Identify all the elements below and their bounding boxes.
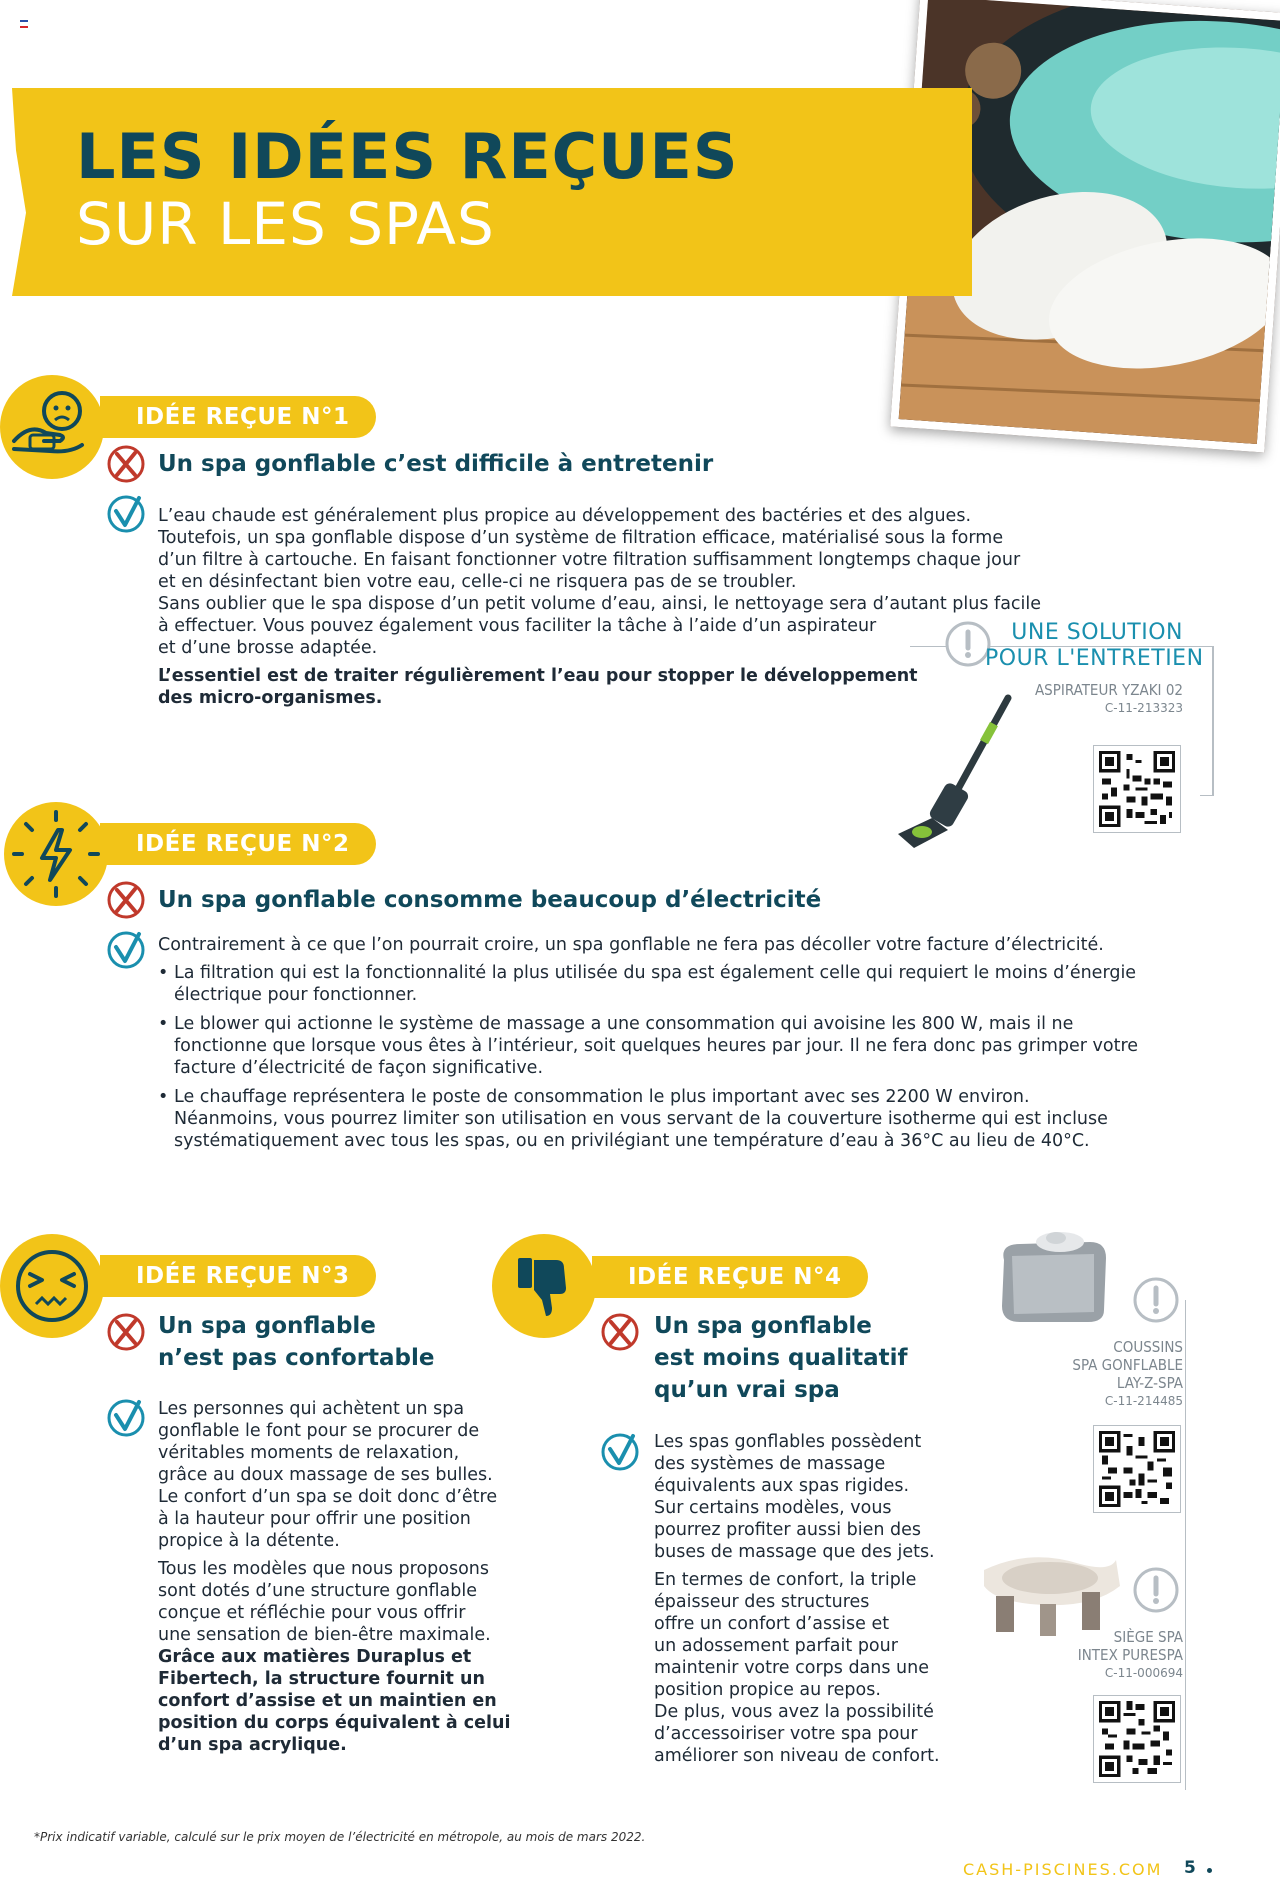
idea1-tag: IDÉE REÇUE N°1: [100, 396, 376, 438]
bullet-line: Néanmoins, vous pourrez limiter son utilisation en vous servant de la couverture isotherme qui est incluse: [174, 1109, 1108, 1129]
wrong-cross-icon: [106, 444, 146, 484]
idea4-line: épaisseur des structures: [654, 1592, 870, 1612]
idea3-body: [158, 1398, 511, 1756]
idea1-claim: Un spa gonflable c’est difficile à entretenir: [158, 451, 714, 477]
idea4-line: d’accessoiriser votre spa pour: [654, 1724, 918, 1744]
product-name-siege: INTEX PURESPA: [1077, 1646, 1183, 1664]
idea2-intro: Contrairement à ce que l’on pourrait croire, un spa gonflable ne fera pas décoller votre facture d’électricité.: [158, 935, 1104, 955]
idea4-claim-line2: est moins qualitatif: [654, 1345, 908, 1371]
idea3-line: gonflable le font pour se procurer de: [158, 1421, 480, 1441]
idea1-line: et en désinfectant bien votre eau, celle-ci ne risquera pas de se troubler.: [158, 572, 797, 592]
thumbs-down-icon: [492, 1234, 596, 1338]
footnote: *Prix indicatif variable, calculé sur le prix moyen de l’électricité en métropole, au mois de mars 2022.: [34, 1830, 646, 1844]
idea3-line: à la hauteur pour offrir une position: [158, 1509, 471, 1529]
product-name-aspirateur: ASPIRATEUR YZAKI 02: [1034, 681, 1183, 699]
idea4-line: offre un confort d’assise et: [654, 1614, 890, 1634]
wrong-cross-icon: [600, 1312, 640, 1352]
spa-pillow-image: [990, 1230, 1120, 1330]
idea2-bullet: • La filtration qui est la fonctionnalité la plus utilisée du spa est également celle qui requiert le moins d’énergie électrique pour fonctionner.: [158, 963, 1137, 1005]
idea3-line: Tous les modèles que nous proposons: [158, 1559, 490, 1579]
solution-title-line1: UNE SOLUTION: [1011, 620, 1183, 645]
idea4-line: Sur certains modèles, vous: [654, 1498, 892, 1518]
idea4-line: maintenir votre corps dans une: [654, 1658, 929, 1678]
product-ref-coussins: C-11-214485: [1104, 1394, 1183, 1408]
idea1-line: d’un filtre à cartouche. En faisant fonctionner votre filtration suffisamment longtemps chaque jour: [158, 550, 1021, 570]
idea1-line: à effectuer. Vous pouvez également vous faciliter la tâche à l’aide d’un aspirateur: [158, 616, 877, 636]
idea3-line: Les personnes qui achètent un spa: [158, 1399, 465, 1419]
idea2-icon-circle: [4, 802, 108, 906]
idea4-line: un adossement parfait pour: [654, 1636, 898, 1656]
exclamation-icon: [1132, 1566, 1180, 1614]
idea1-line: et d’une brosse adaptée.: [158, 638, 378, 658]
check-icon: [600, 1432, 640, 1472]
idea1-body: [158, 505, 1041, 709]
idea2-bullet: • Le blower qui actionne le système de massage a une consommation qui avoisine les 800 W, mais il ne fonctionne que lorsque vous êtes à l’intérieur, soit quelques heures par jour. Il ne fera donc pas grimper votre facture d’électricité de façon significative.: [158, 1014, 1139, 1078]
qr-code-aspirateur[interactable]: [1093, 745, 1181, 833]
idea1-bold-line: des micro-organismes.: [158, 688, 383, 708]
idea3-line: Le confort d’un spa se doit donc d’être: [158, 1487, 498, 1507]
uncomfortable-face-icon: [0, 1234, 104, 1338]
idea4-line: des systèmes de massage: [654, 1454, 886, 1474]
idea2-tag: IDÉE REÇUE N°2: [100, 823, 376, 865]
idea2-bullet: • Le chauffage représentera le poste de consommation le plus important avec ses 2200 W environ. Néanmoins, vous pourrez limiter son utilisation en vous servant de la couverture isotherme qui est incluse systématiquement avec tous les spas, ou en privilégiant une température d’eau à 36°C au lieu de 40°C.: [158, 1087, 1108, 1151]
bullet-line: électrique pour fonctionner.: [174, 985, 418, 1005]
stressed-face-icon: [0, 375, 104, 479]
qr-code-icon: [1099, 751, 1175, 827]
idea2-claim: Un spa gonflable consomme beaucoup d’électricité: [158, 887, 822, 913]
qr-code-icon: [1099, 1431, 1175, 1507]
idea4-line: De plus, vous avez la possibilité: [654, 1702, 934, 1722]
page-number: 5: [1184, 1858, 1196, 1878]
idea1-icon-circle: [0, 375, 104, 479]
idea3-bold-line: Fibertech, la structure fournit un: [158, 1669, 485, 1689]
product-name-coussins: SPA GONFLABLE: [1072, 1356, 1183, 1374]
idea3-icon-circle: [0, 1234, 104, 1338]
idea3-bold-line: position du corps équivalent à celui: [158, 1713, 511, 1733]
idea4-tag: IDÉE REÇUE N°4: [592, 1256, 868, 1298]
idea4-body: [654, 1431, 940, 1767]
bullet-line: facture d’électricité de façon significative.: [174, 1058, 544, 1078]
product-name-coussins: COUSSINS: [1113, 1338, 1183, 1356]
lightning-icon: [4, 802, 108, 906]
idea3-line: véritables moments de relaxation,: [158, 1443, 460, 1463]
idea3-line: une sensation de bien-être maximale.: [158, 1625, 491, 1645]
check-icon: [106, 494, 146, 534]
product-ref-siege: C-11-000694: [1104, 1666, 1183, 1680]
idea3-line: conçue et réfléchie pour vous offrir: [158, 1603, 466, 1623]
idea3-tag: IDÉE REÇUE N°3: [100, 1255, 376, 1297]
idea3-bold-line: d’un spa acrylique.: [158, 1735, 347, 1755]
pool-vacuum-image: [890, 690, 1020, 850]
idea4-claim-line1: Un spa gonflable: [654, 1313, 872, 1339]
idea3-claim-line1: Un spa gonflable: [158, 1313, 376, 1339]
bullet-line: Le chauffage représentera le poste de consommation le plus important avec ses 2200 W environ.: [174, 1087, 1030, 1107]
spa-seat-image: [970, 1540, 1130, 1640]
flag-icon: [20, 20, 28, 28]
qr-code-icon: [1099, 1701, 1175, 1777]
bullet-line: Le blower qui actionne le système de massage a une consommation qui avoisine les 800 W, mais il ne: [174, 1014, 1074, 1034]
check-icon: [106, 1398, 146, 1438]
idea3-bold-line: Grâce aux matières Duraplus et: [158, 1647, 472, 1667]
idea3-claim-line2: n’est pas confortable: [158, 1345, 435, 1371]
bullet-line: systématiquement avec tous les spas, ou en privilégiant une température d’eau à 36°C au lieu de 40°C.: [174, 1131, 1090, 1151]
idea4-line: équivalents aux spas rigides.: [654, 1476, 910, 1496]
idea4-line: buses de massage que des jets.: [654, 1542, 935, 1562]
idea3-line: propice à la détente.: [158, 1531, 340, 1551]
idea1-line: Sans oublier que le spa dispose d’un petit volume d’eau, ainsi, le nettoyage sera d’autant plus facile: [158, 594, 1042, 614]
page-title: LES IDÉES REÇUES: [76, 120, 739, 193]
idea4-line: améliorer son niveau de confort.: [654, 1746, 940, 1766]
product-ref-aspirateur: C-11-213323: [1104, 701, 1183, 715]
idea4-line: pourrez profiter aussi bien des: [654, 1520, 922, 1540]
check-icon: [106, 930, 146, 970]
website-link[interactable]: CASH-PISCINES.COM: [963, 1860, 1163, 1879]
solution-title-line2: POUR L'ENTRETIEN: [985, 646, 1204, 671]
wrong-cross-icon: [106, 1312, 146, 1352]
idea3-line: grâce au doux massage de ses bulles.: [158, 1465, 493, 1485]
page-subtitle: SUR LES SPAS: [76, 190, 495, 258]
bullet-line: La filtration qui est la fonctionnalité la plus utilisée du spa est également celle qui requiert le moins d’énergie: [174, 963, 1137, 983]
wrong-cross-icon: [106, 880, 146, 920]
idea4-claim-line3: qu’un vrai spa: [654, 1377, 840, 1403]
qr-code-siege[interactable]: [1093, 1695, 1181, 1783]
product-name-coussins: LAY-Z-SPA: [1116, 1374, 1183, 1392]
idea1-bold-line: L’essentiel est de traiter régulièrement l’eau pour stopper le développement: [158, 666, 918, 686]
idea1-line: L’eau chaude est généralement plus propice au développement des bactéries et des algues.: [158, 506, 972, 526]
product-name-siege: SIÈGE SPA: [1113, 1628, 1183, 1646]
exclamation-icon: [1132, 1276, 1180, 1324]
idea1-line: Toutefois, un spa gonflable dispose d’un système de filtration efficace, matérialisé sous la forme: [158, 528, 1004, 548]
idea4-line: Les spas gonflables possèdent: [654, 1432, 922, 1452]
idea4-line: position propice au repos.: [654, 1680, 881, 1700]
bullet-line: fonctionne que lorsque vous êtes à l’intérieur, soit quelques heures par jour. Il ne fera donc pas grimper votre: [174, 1036, 1139, 1056]
idea3-bold-line: confort d’assise et un maintien en: [158, 1691, 497, 1711]
qr-code-coussins[interactable]: [1093, 1425, 1181, 1513]
idea4-line: En termes de confort, la triple: [654, 1570, 917, 1590]
idea4-icon-circle: [492, 1234, 596, 1338]
footer-dot: [1207, 1868, 1212, 1873]
idea3-line: sont dotés d’une structure gonflable: [158, 1581, 478, 1601]
